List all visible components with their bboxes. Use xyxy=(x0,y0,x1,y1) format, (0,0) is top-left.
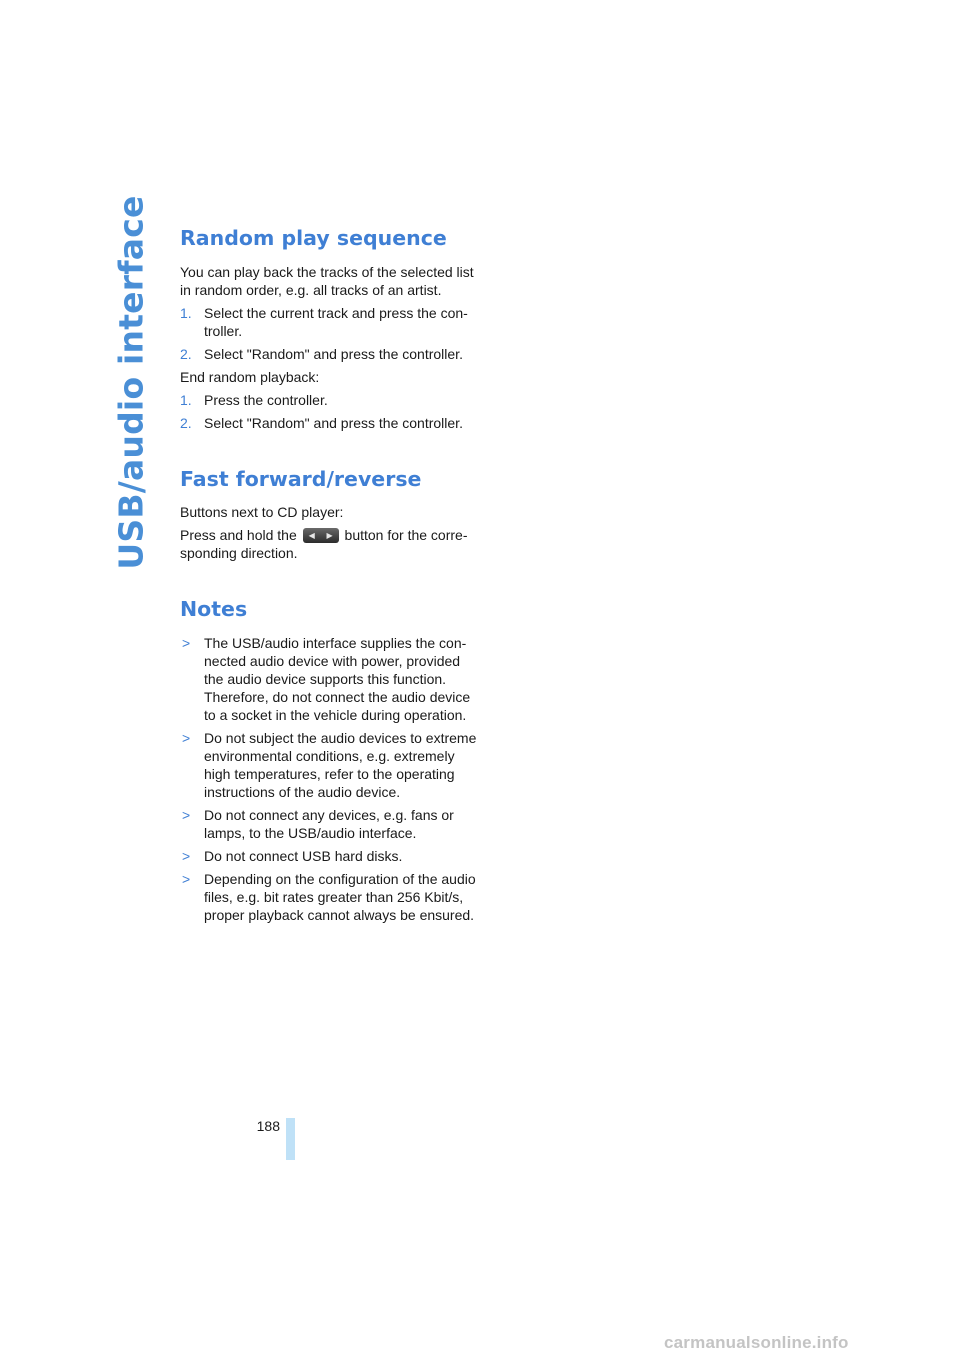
bullet-marker: > xyxy=(182,806,191,823)
list-item xyxy=(180,870,480,924)
random-play-section xyxy=(180,226,480,432)
step-number: 1. xyxy=(180,304,192,321)
step-text: Select the current track and press the con-troller. xyxy=(204,304,468,339)
step-number: 2. xyxy=(180,414,192,431)
press-hold-text: Press and hold the ◀ ▶ button for the corre-sponding direction. xyxy=(180,527,468,562)
list-item xyxy=(180,806,480,842)
random-steps-list xyxy=(180,304,480,363)
buttons-label: Buttons next to CD player: xyxy=(180,504,344,521)
step-text: Press the controller. xyxy=(204,391,328,408)
watermark: carmanualsonline.info xyxy=(664,1333,849,1352)
seek-back-icon: ◀ xyxy=(308,530,315,540)
section-heading: Fast forward/reverse xyxy=(180,466,422,491)
list-item xyxy=(180,304,480,340)
step-number: 2. xyxy=(180,345,192,362)
page-content xyxy=(180,226,480,929)
seek-forward-icon: ▶ xyxy=(326,530,333,540)
intro-text: You can play back the tracks of the selected list in random order, e.g. all tracks of an artist. xyxy=(180,263,474,298)
bullet-marker: > xyxy=(182,870,191,887)
page-tab-marker xyxy=(286,1118,295,1160)
list-item xyxy=(180,391,480,409)
bullet-marker: > xyxy=(182,729,191,746)
end-steps-list xyxy=(180,391,480,432)
bullet-marker: > xyxy=(182,847,191,864)
section-heading: Random play sequence xyxy=(180,226,447,250)
note-text: Do not connect USB hard disks. xyxy=(204,847,403,864)
section-heading: Notes xyxy=(180,597,248,622)
step-text: Select "Random" and press the controller. xyxy=(204,414,463,431)
seek-buttons-icon xyxy=(303,528,339,543)
bullet-marker: > xyxy=(182,634,191,651)
notes-section xyxy=(180,597,480,924)
list-item xyxy=(180,414,480,432)
note-text: Do not connect any devices, e.g. fans or lamps, to the USB/audio interface. xyxy=(204,806,454,841)
end-random-label: End random playback: xyxy=(180,368,320,385)
step-text: Select "Random" and press the controller. xyxy=(204,345,463,362)
list-item xyxy=(180,345,480,363)
list-item xyxy=(180,729,480,801)
notes-list xyxy=(180,634,480,924)
note-text: Depending on the configuration of the audio files, e.g. bit rates greater than 256 Kbit/s, proper playback cannot always be ensured. xyxy=(204,870,476,923)
note-text: Do not subject the audio devices to extreme environmental conditions, e.g. extremely high temperatures, refer to the operating instructions of the audio device. xyxy=(204,729,477,800)
fast-forward-section xyxy=(180,467,480,563)
list-item xyxy=(180,634,480,724)
page-number: 188 xyxy=(256,1118,280,1134)
note-text: The USB/audio interface supplies the con-nected audio device with power, provided the audio device supports this function. Therefore, do not connect the audio device to a socket in the vehicle during operation. xyxy=(204,634,471,723)
list-item xyxy=(180,847,480,865)
step-number: 1. xyxy=(180,391,192,408)
side-chapter-title: USB/audio interface xyxy=(111,194,151,570)
